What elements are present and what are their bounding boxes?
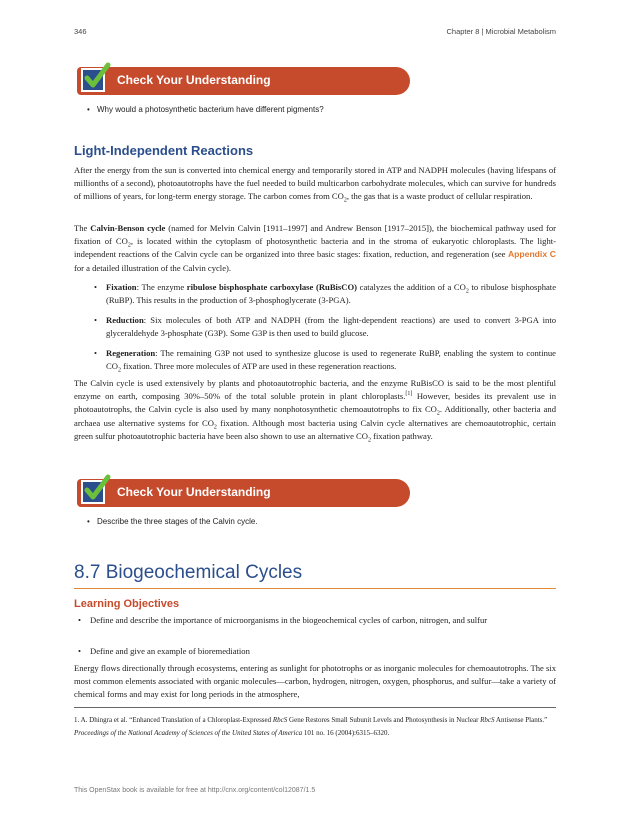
footnote-text: Antisense Plants.”	[495, 716, 548, 724]
page-footer: This OpenStax book is available for free at http://cnx.org/content/col12087/1.5	[74, 787, 316, 794]
paragraph	[74, 377, 556, 443]
heading-divider	[74, 588, 556, 589]
paragraph: The Calvin-Benson cycle (named for Melvin Calvin [1911–1997] and Andrew Benson [1917–2015]), the biochemical pathway used for fixation of $CO_2$, is located within the cytoplasm of photosynthetic bacteria and in the stroma of eukaryotic chloroplasts. The light-independent reactions of the Calvin cycle can be organized into three basic stages: fixation, reduction, and regeneration (see Appendix C for a detailed illustration of the Calvin cycle).	[74, 223, 557, 273]
check-understanding-banner	[77, 67, 410, 95]
bullet-text: Six molecules of both ATP and NADPH (from the light-dependent reactions) are used to convert 3-PGA into glyceraldehyde 3-phosphate (G3P). Some G3P is then used to build glucose.	[106, 315, 556, 339]
list-item: • Reduction: Six molecules of both ATP and NADPH (from the light-dependent reactions) are used to convert 3-PGA into glyceraldehyde 3-phosphate (G3P). Some G3P is then used to build glucose.	[106, 314, 556, 340]
list-item: • Define and describe the importance of microorganisms in the biogeochemical cycles of carbon, nitrogen, and sulfur	[90, 614, 556, 627]
paragraph-text: for a detailed illustration of the Calvin cycle).	[74, 262, 232, 273]
enzyme-name: ribulose bisphosphate carboxylase (RuBisCO)	[186, 282, 358, 292]
checkbox-check-icon	[80, 61, 112, 93]
list-item: • Describe the three stages of the Calvin cycle.	[97, 517, 258, 526]
checkbox-check-icon	[80, 473, 112, 505]
footnote-text: (2004):6315–6320.	[335, 729, 390, 737]
page-number: 346	[74, 27, 87, 36]
footnote-text: Gene Restores Small Subunit Levels and Photosynthesis in Nuclear	[289, 716, 479, 724]
key-term: Calvin-Benson cycle	[90, 223, 166, 233]
paragraph-text: Energy flows directionally through ecosystems, entering as sunlight for phototrophs or as inorganic molecules for chemoautotrophs. The six most common elements associated with organic molecules—carbon, hydrogen, nitrogen, oxygen, phosphorus, and sulfur—take a variety of chemical forms and may exist for long periods in the atmosphere,	[74, 663, 556, 700]
paragraph-text: After the energy from the sun is converted into chemical energy and temporarily stored in ATP and NADPH molecules (having lifespans of millionths of a second), photoautotrophs have the fuel needed to build multicarbon carbohydrate molecules, which can survive for hundreds of millions of years, for long-term energy storage. The carbon comes from $CO_2$, the gas that is a waste product of cellular respiration.	[74, 165, 556, 205]
footnote	[74, 714, 556, 740]
appendix-link[interactable]: Appendix C	[507, 249, 557, 260]
list-item: • Why would a photosynthetic bacterium have different pigments?	[97, 105, 324, 114]
check-understanding-banner	[77, 479, 410, 507]
footnote-journal: Proceedings of the National Academy of Sciences of the United States of America	[74, 729, 303, 737]
list-item: • Fixation: The enzyme ribulose bisphosphate carboxylase (RuBisCO) catalyzes the addition of a $CO_2$ to ribulose bisphosphate (RuBP). This results in the production of 3-phosphoglycerate (3-PGA).	[106, 281, 556, 307]
footnote-divider	[74, 707, 556, 708]
footnote-text: 101 no. 16	[303, 729, 334, 737]
bullet-text: The enzyme	[141, 282, 185, 292]
bullet-text: catalyzes the addition of a $CO_2$ to ribulose bisphosphate (RuBP). This results in the production of 3-phosphoglycerate (3-PGA).	[106, 282, 557, 306]
footnote-gene: RbcS	[272, 716, 288, 724]
list-item: • Regeneration: The remaining G3P not used to synthesize glucose is used to regenerate RuBP, enabling the system to continue $CO_2$ fixation. Three more molecules of ATP are used in these regeneration reactions.	[106, 347, 556, 373]
paragraph	[74, 662, 556, 702]
section-heading: Light-Independent Reactions	[74, 143, 254, 158]
bullet-label: Regeneration	[106, 348, 156, 358]
list-item: • Define and give an example of bioremediation	[90, 645, 556, 658]
chapter-title: Chapter 8 | Microbial Metabolism	[446, 27, 556, 36]
bullet-label: Reduction	[106, 315, 144, 325]
paragraph-text: The Calvin cycle is used extensively by plants and photoautotrophic bacteria, and the enzyme RuBisCO is said to be the most plentiful enzyme on earth, composing 30%–50% of the total soluble protein in plant chloroplasts.[1] However, besides its prevalent use in photoautotrophs, the Calvin cycle is also used by many nonphotosynthetic chemoautotrophs to fix $CO_2$. Additionally, other bacteria and archaea use alternative systems for $CO_2$ fixation. Although most bacteria using Calvin cycle alternatives are chemoautotrophic, certain green sulfur photoautotrophic bacteria have been also shown to use an alternative $CO_2$ fixation pathway.	[74, 378, 556, 444]
footnote-number: 1.	[74, 716, 80, 724]
bullet-text: The remaining G3P not used to synthesize glucose is used to regenerate RuBP, enabling the system to continue $CO_2$ fixation. Three more molecules of ATP are used in these regeneration reactions.	[106, 348, 556, 374]
paragraph	[74, 164, 556, 204]
chapter-section-title: 8.7 Biogeochemical Cycles	[74, 562, 303, 583]
check-understanding-title: Check Your Understanding	[117, 485, 271, 499]
footnote-text: A. Dhingra et al. “Enhanced Translation of a Chloroplast-Expressed	[80, 716, 272, 724]
paragraph-text: (named for Melvin Calvin [1911–1997] and Andrew Benson [1917–2015]), the biochemical pathway used for fixation of $CO_2$, is located within the cytoplasm of photosynthetic bacteria and in the stroma of eukaryotic chloroplasts. The light-independent reactions of the Calvin cycle can be organized into three basic stages: fixation, reduction, and regeneration (see	[74, 223, 556, 260]
check-understanding-title: Check Your Understanding	[117, 73, 271, 87]
learning-objectives-title: Learning Objectives	[74, 598, 180, 610]
bullet-label: Fixation	[106, 282, 137, 292]
footnote-gene: RbcS	[480, 716, 495, 724]
